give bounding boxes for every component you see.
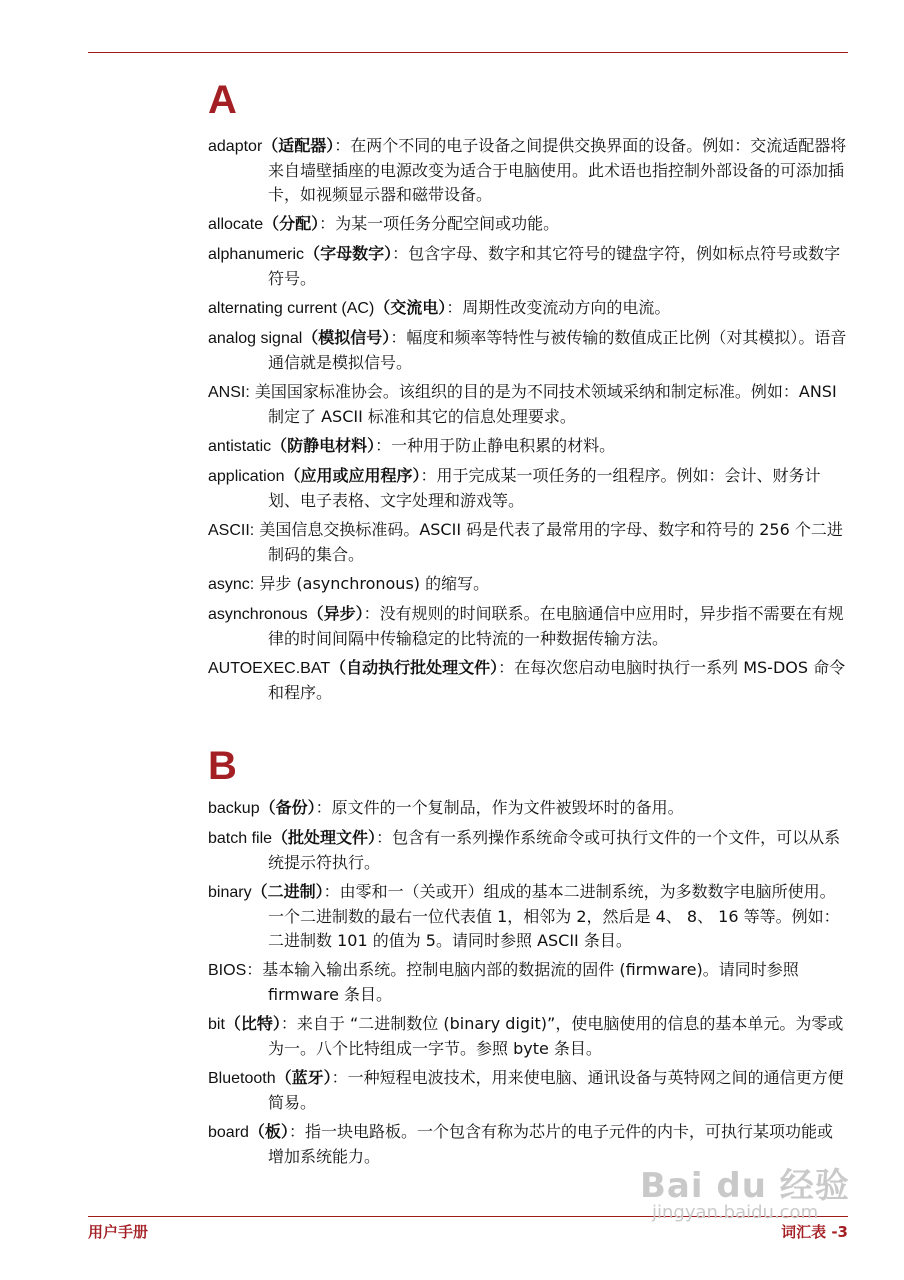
entry-definition: ：一种短程电波技术，用来使电脑、通讯设备与英特网之间的通信更方便简易。 <box>268 1068 844 1112</box>
section-letter: B <box>208 744 238 788</box>
entry-chinese-term: （分配） <box>263 214 320 233</box>
entry-term: analog signal <box>208 330 303 347</box>
entry-term: antistatic <box>208 438 272 455</box>
glossary-entry <box>208 826 848 875</box>
entry-term: alternating current (AC) <box>208 300 375 317</box>
entry-term: binary <box>208 884 252 901</box>
glossary-entry <box>208 380 848 429</box>
entry-chinese-term: （适配器） <box>262 136 335 155</box>
glossary-entry <box>208 134 848 207</box>
entry-definition: ：包含字母、数字和其它符号的键盘字符，例如标点符号或数字符号。 <box>268 244 841 288</box>
entry-chinese-term: （蓝牙） <box>275 1068 332 1087</box>
entry-term: backup <box>208 800 260 817</box>
entry-term: ASCII: <box>208 522 255 539</box>
entry-definition: 异步 (asynchronous) 的缩写。 <box>254 574 490 593</box>
entry-chinese-term: （字母数字） <box>304 244 393 263</box>
entry-definition: 美国国家标准协会。该组织的目的是为不同技术领域采纳和制定标准。例如：ANSI 制定了 ASCII 标准和其它的信息处理要求。 <box>249 382 837 426</box>
entry-definition: ：一种用于防止静电积累的材料。 <box>375 436 616 455</box>
glossary-entry <box>208 572 848 597</box>
entry-term: ANSI: <box>208 384 250 401</box>
glossary-entry <box>208 1012 848 1061</box>
entry-definition: ：没有规则的时间联系。在电脑通信中应用时，异步指不需要在有规律的时间间隔中传输稳定的比特流的一种数据传输方法。 <box>268 604 844 648</box>
entry-term: allocate <box>208 216 264 233</box>
entry-term: adaptor <box>208 138 263 155</box>
entry-definition: ：包含有一系列操作系统命令或可执行文件的一个文件，可以从系统提示符执行。 <box>268 828 841 872</box>
glossary-entry <box>208 296 848 321</box>
entry-term: alphanumeric <box>208 246 305 263</box>
section-letter: A <box>208 78 238 122</box>
entry-term: batch file <box>208 830 273 847</box>
entry-term: async: <box>208 576 255 593</box>
glossary-entry <box>208 434 848 459</box>
entry-term: Bluetooth <box>208 1070 276 1087</box>
entry-chinese-term: （板） <box>248 1122 289 1141</box>
entry-definition: ：由零和一（关或开）组成的基本二进制系统，为多数数字电脑所使用。一个二进制数的最右一位代表值 1，相邻为 2，然后是 4、 8、 16 等等。例如：二进制数 101 的值为 5。请同时参照 ASCII 条目。 <box>268 882 840 950</box>
footer-page-number: 词汇表 -3 <box>781 1223 848 1241</box>
watermark-logo: Bai du 经验 <box>640 1166 850 1206</box>
entry-chinese-term: （异步） <box>307 604 364 623</box>
entry-chinese-term: （模拟信号） <box>302 328 391 347</box>
entry-definition: ：用于完成某一项任务的一组程序。例如：会计、财务计划、电子表格、文字处理和游戏等。 <box>268 466 821 510</box>
entry-chinese-term: （应用或应用程序） <box>284 466 421 485</box>
entry-chinese-term: （二进制） <box>251 882 324 901</box>
glossary-section-b <box>208 746 848 1169</box>
glossary-entry <box>208 1120 848 1169</box>
entry-chinese-term: （交流电） <box>374 298 447 317</box>
glossary-entry <box>208 880 848 953</box>
entry-list <box>208 134 848 705</box>
entry-definition: ：来自于 “二进制数位 (binary digit)”，使电脑使用的信息的基本单元。为零或为一。八个比特组成一字节。参照 byte 条目。 <box>268 1014 844 1058</box>
glossary-entry <box>208 656 848 705</box>
glossary-entry <box>208 212 848 237</box>
glossary-entry <box>208 602 848 651</box>
entry-term: board <box>208 1124 249 1141</box>
entry-definition: ：指一块电路板。一个包含有称为芯片的电子元件的内卡，可执行某项功能或增加系统能力。 <box>268 1122 833 1166</box>
entry-term: AUTOEXEC.BAT <box>208 660 331 677</box>
entry-chinese-term: （自动执行批处理文件） <box>330 658 499 677</box>
glossary-entry <box>208 958 848 1007</box>
watermark-url: jingyan.baidu.com <box>652 1202 819 1223</box>
glossary-entry <box>208 796 848 821</box>
entry-term: bit <box>208 1016 225 1033</box>
glossary-entry <box>208 326 848 375</box>
glossary-section-a <box>208 80 848 705</box>
glossary-entry <box>208 1066 848 1115</box>
glossary-entry <box>208 464 848 513</box>
entry-chinese-term: （防静电材料） <box>271 436 376 455</box>
entry-definition: ：幅度和频率等特性与被传输的数值成正比例（对其模拟）。语音通信就是模拟信号。 <box>268 328 847 372</box>
entry-definition: ：在每次您启动电脑时执行一系列 MS-DOS 命令和程序。 <box>268 658 846 702</box>
entry-definition: ：基本输入输出系统。控制电脑内部的数据流的固件 (firmware)。请同时参照 firmware 条目。 <box>246 960 799 1004</box>
entry-chinese-term: （备份） <box>259 798 316 817</box>
entry-term: asynchronous <box>208 606 308 623</box>
footer-manual-title: 用户手册 <box>88 1223 149 1241</box>
entry-definition: ：为某一项任务分配空间或功能。 <box>319 214 560 233</box>
entry-term: application <box>208 468 285 485</box>
header-rule <box>88 52 848 53</box>
watermark <box>640 1168 850 1222</box>
entry-definition: 美国信息交换标准码。ASCII 码是代表了最常用的字母、数字和符号的 256 个二进制码的集合。 <box>254 520 843 564</box>
entry-definition: ：原文件的一个复制品，作为文件被毁坏时的备用。 <box>315 798 684 817</box>
entry-term: BIOS <box>208 962 247 979</box>
entry-chinese-term: （比特） <box>224 1014 281 1033</box>
entry-definition: ：周期性改变流动方向的电流。 <box>446 298 671 317</box>
entry-chinese-term: （批处理文件） <box>272 828 377 847</box>
entry-definition: ：在两个不同的电子设备之间提供交换界面的设备。例如：交流适配器将来自墙壁插座的电源改变为适合于电脑使用。此术语也指控制外部设备的可添加插卡，如视频显示器和磁带设备。 <box>268 136 847 204</box>
entry-list <box>208 796 848 1169</box>
glossary-entry <box>208 518 848 567</box>
glossary-entry <box>208 242 848 291</box>
